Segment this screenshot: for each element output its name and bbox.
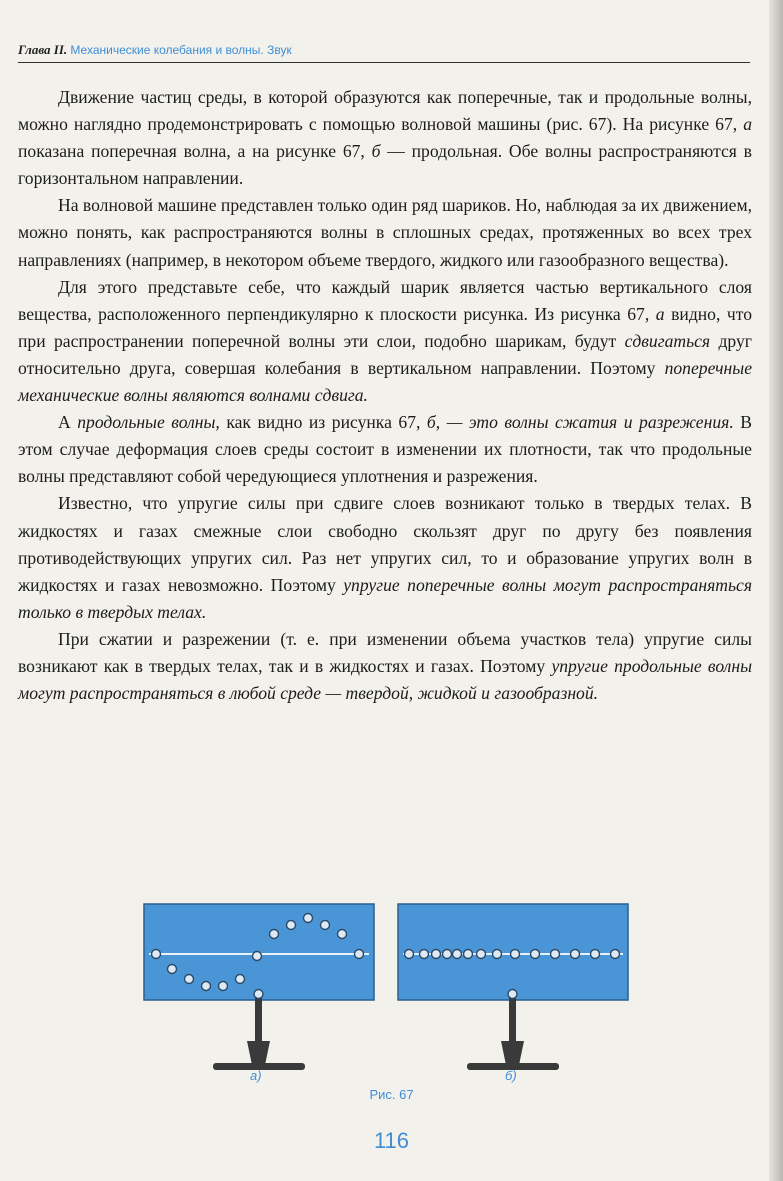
ball [493, 950, 502, 959]
ball [287, 921, 296, 930]
text-run: На волновой машине представлен только один ряд шариков. Но, наблюдая за их движением, можно понять, как распространяются волны в сплошных средах, протяженных во всех трех направлениях (например, в некотором объеме твердого, жидкого или газообразного вещества). [18, 195, 752, 270]
ball [202, 982, 211, 991]
wave-machine-transverse [143, 903, 375, 1083]
ball [551, 950, 560, 959]
ball [571, 950, 580, 959]
ball [443, 950, 452, 959]
ball [477, 950, 486, 959]
page-edge [769, 0, 783, 1181]
ball [270, 930, 279, 939]
chapter-label: Глава II. [18, 42, 68, 57]
emphasis: б [371, 141, 381, 162]
ball [405, 950, 414, 959]
text-run: В этом случае деформация слоев среды состоит в изменении их плотности, так что продольные волны представляют собой чередующиеся уплотнения и разрежения. [18, 412, 752, 487]
emphasis: упругие поперечные волны могут распространяться только в твердых телах. [18, 574, 752, 622]
body-text [18, 84, 752, 707]
running-header [18, 38, 750, 63]
ball [185, 975, 194, 984]
emphasis: а [743, 114, 752, 135]
ball [219, 982, 228, 991]
text-run: При сжатии и разрежении (т. е. при изменении объема участков тела) упругие силы возникают как в твердых телах, так и в жидкостях и газах. Поэтому [18, 628, 752, 676]
stand [467, 990, 559, 1071]
paragraph-3 [18, 274, 752, 409]
paragraph-6 [18, 626, 752, 707]
paragraph-1 [18, 84, 752, 192]
emphasis: продольные волны, [77, 412, 220, 433]
emphasis: сдвигаться [624, 330, 711, 351]
ball [253, 952, 262, 961]
ball [591, 950, 600, 959]
ball [321, 921, 330, 930]
ball [432, 950, 441, 959]
text-run: А [58, 412, 78, 433]
paragraph-4 [18, 409, 752, 490]
paragraph-5 [18, 490, 752, 625]
ball [355, 950, 364, 959]
text-run: Для этого представьте себе, что каждый шарик является частью вертикального слоя вещества, расположенного перпендикулярно к плоскости рисунка. Из рисунка 67, [18, 276, 752, 324]
figure-label-b: б) [505, 1068, 517, 1083]
figure-label-a: а) [250, 1068, 262, 1083]
text-run: показана поперечная волна, а на рисунке 67, [18, 141, 372, 162]
text-run: Известно, что упругие силы при сдвиге слоев возникают только в твердых телах. В жидкостях и газах смежные слои свободно скользят друг по другу без появления противодействующих упругих сил. Раз нет упругих сил, то и образование упругих волн в жидкостях и газах невозможно. Поэтому [18, 493, 752, 595]
ball [338, 930, 347, 939]
text-run: друг относительно друга, совершая колебания в вертикальном направлении. Поэтому [18, 330, 752, 378]
emphasis: а [655, 303, 665, 324]
text-run: видно, что при распространении поперечной волны эти слои, подобно шарикам, будут [18, 303, 753, 351]
ball [236, 975, 245, 984]
ball [453, 950, 462, 959]
ball [511, 950, 520, 959]
ball [611, 950, 620, 959]
wave-machine-longitudinal [397, 903, 629, 1083]
text-run: — продольная. Обе волны распространяются в горизонтальном направлении. [18, 141, 752, 189]
text-run: Движение частиц среды, в которой образуются как поперечные, так и продольные волны, можно наглядно продемонстрировать с помощью волновой машины (рис. 67). На рисунке 67, [18, 87, 752, 135]
emphasis: б, — это волны сжатия и разрежения. [426, 412, 734, 433]
emphasis: поперечные механические волны являются волнами сдвига. [18, 357, 752, 406]
chapter-subject: Механические колебания и волны. Звук [70, 43, 292, 57]
stand [213, 990, 305, 1071]
page-number: 116 [373, 1128, 410, 1153]
text-run: как видно из рисунка 67, [219, 412, 427, 433]
ball [464, 950, 473, 959]
paragraph-2 [18, 192, 752, 273]
ball [531, 950, 540, 959]
ball [152, 950, 161, 959]
ball [420, 950, 429, 959]
figure-caption: Рис. 67 [369, 1087, 414, 1102]
emphasis: упругие продольные волны могут распространяться в любой среде — твердой, жидкой и газообразной. [18, 655, 752, 704]
ball [168, 965, 177, 974]
ball [304, 914, 313, 923]
